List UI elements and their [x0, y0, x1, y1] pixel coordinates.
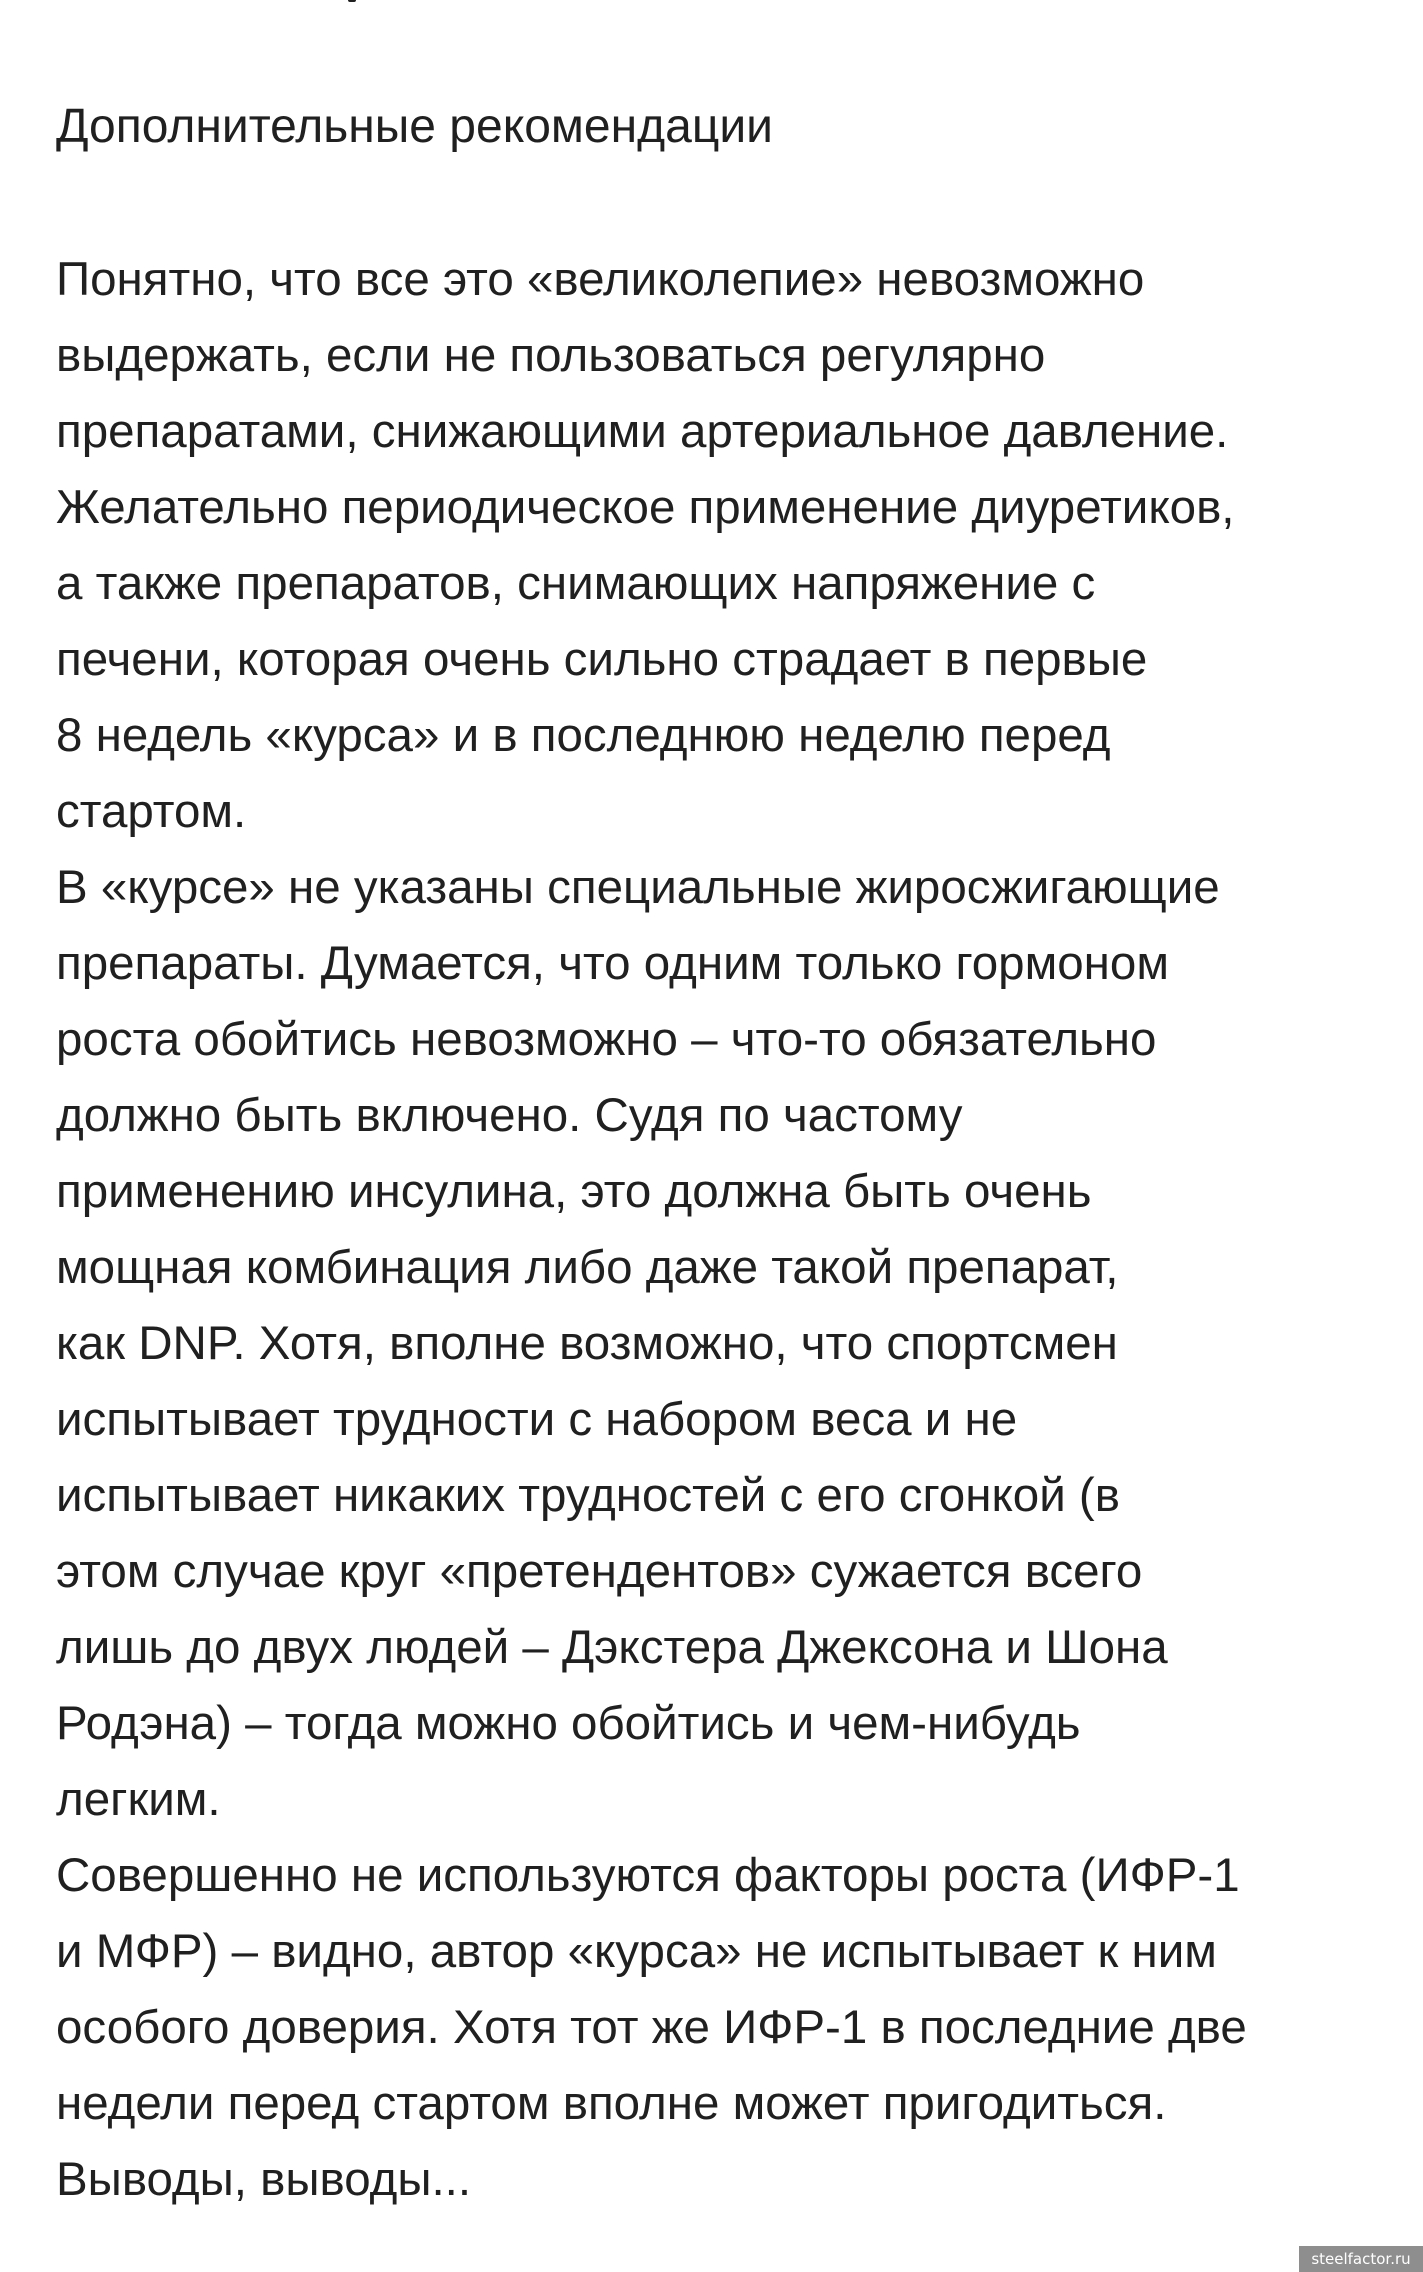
body-line: препаратами, снижающими артериальное давление. — [56, 405, 1229, 458]
site-watermark: steelfactor.ru — [1299, 2246, 1423, 2272]
body-line: Выводы, выводы... — [56, 2153, 472, 2206]
body-line: мощная комбинация либо даже такой препарат, — [56, 1241, 1119, 1294]
body-line: препараты. Думается, что одним только гормоном — [56, 937, 1169, 990]
body-line: недели перед стартом вполне может пригодиться. — [56, 2077, 1167, 2130]
body-line: применению инсулина, это должна быть очень — [56, 1165, 1092, 1218]
body-line: Родэна) – тогда можно обойтись и чем-нибудь — [56, 1697, 1081, 1750]
body-line: как DNP. Хотя, вполне возможно, что спортсмен — [56, 1317, 1118, 1370]
body-line: Желательно периодическое применение диуретиков, — [56, 481, 1235, 534]
body-line: Совершенно не используются факторы роста (ИФР-1 — [56, 1849, 1240, 1902]
body-line: Понятно, что все это «великолепие» невозможно — [56, 253, 1145, 306]
body-line: этом случае круг «претендентов» сужается всего — [56, 1545, 1143, 1598]
body-line: особого доверия. Хотя тот же ИФР-1 в последние две — [56, 2001, 1247, 2054]
body-line: а также препаратов, снимающих напряжение с — [56, 557, 1096, 610]
body-line: печени, которая очень сильно страдает в первые — [56, 633, 1148, 686]
body-line: В «курсе» не указаны специальные жиросжигающие — [56, 861, 1220, 914]
body-line: должно быть включено. Судя по частому — [56, 1089, 963, 1142]
section-heading: Дополнительные рекомендации — [56, 100, 773, 153]
body-line: и МФР) – видно, автор «курса» не испытывает к ним — [56, 1925, 1217, 1978]
body-line: роста обойтись невозможно – что-то обязательно — [56, 1013, 1157, 1066]
body-line: лишь до двух людей – Дэкстера Джексона и Шона — [56, 1621, 1168, 1674]
article-body — [56, 242, 1396, 2218]
cut-off-glyph — [348, 0, 356, 2]
body-line: выдержать, если не пользоваться регулярно — [56, 329, 1046, 382]
body-line: легким. — [56, 1773, 221, 1826]
body-line: испытывает никаких трудностей с его сгонкой (в — [56, 1469, 1120, 1522]
body-line: стартом. — [56, 785, 247, 838]
body-line: испытывает трудности с набором веса и не — [56, 1393, 1018, 1446]
body-line: 8 недель «курса» и в последнюю неделю перед — [56, 709, 1111, 762]
